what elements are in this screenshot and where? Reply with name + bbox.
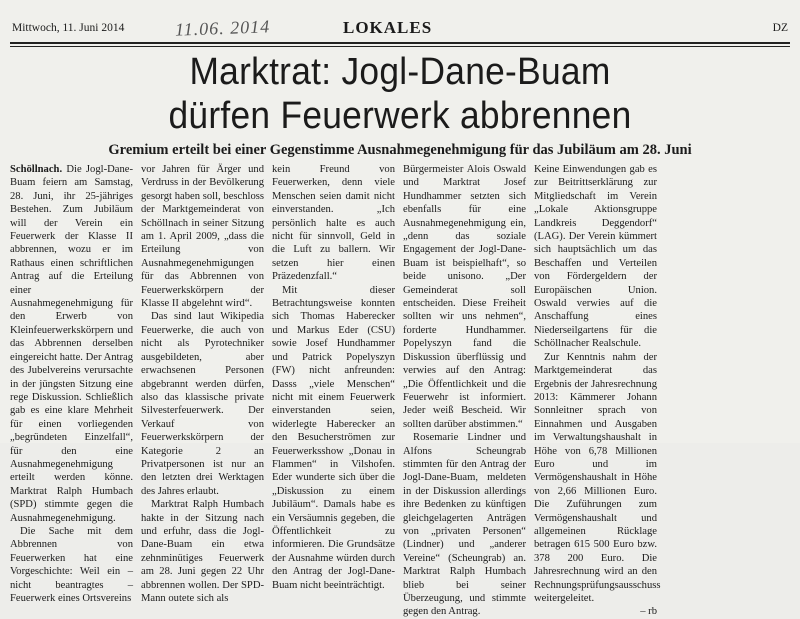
paragraph (272, 284, 395, 592)
author-initials: – rb (640, 606, 657, 618)
paragraph-text: vor Jahren für Ärger und Verdruss in der Bevölkerung gesorgt haben soll, beschloss der Marktgemeinderat von Schöllnach in seiner Sitzung am 1. April 2009, „dass die Erteilung von Ausnahmegenehmigungen für das Abbrennen von Feuerwerkskörpern der Klasse II abgelehnt wird“. (141, 164, 264, 310)
paragraph-text: Das sind laut Wikipedia Feuerwerke, die auch von nicht als Pyrotechniker ausgebildeten, aber erwachsenen Personen abgebrannt werden dürfen, also das klassische private Silvesterfeuerwerk. Der Verkauf von Feuerwerkskörpern der Kategorie 2 an Privatpersonen ist nur an den letzten drei Werktagen des Jahres erlaubt. (141, 311, 264, 497)
paragraph-text: Mit dieser Betrachtungsweise konnten sich Thomas Haberecker und Markus Eder (CSU) sowie Josef Hundhammer und Patrick Popelyszyn (FW) nicht anfreunden: Dasss „viele Menschen“ nicht mit einem Feuerwerk einverstanden seien, widerlegte Haberecker an den Besucherströmen zur Feuerwerksshow „Donau in Flammen“ in Vilshofen. Eder wunderte sich über die „Diskussion zu einem Jubiläum“. Damals habe es ein Versäumnis gegeben, die Öffentlichkeit zu informieren. Die Grundsätze der Ausnahme würden durch den Antrag der Jogl-Dane-Buam nicht beeinträchtigt. (272, 284, 395, 591)
handwritten-date: 11.06. 2014 (174, 16, 271, 40)
paragraph (534, 351, 661, 606)
paragraph (403, 431, 526, 619)
text-column-5 (534, 163, 661, 618)
paragraph (534, 163, 657, 351)
article-subheadline: Gremium erteilt bei einer Gegenstimme Ausnahmegenehmigung für das Jubiläum am 28. Juni (108, 142, 692, 158)
article-headline (65, 50, 735, 138)
paragraph-text: kein Freund von Feuerwerken, denn viele Menschen seien damit nicht einverstanden. „Ich persönlich halte es auch nicht für sinnvoll, Geld in die Luft zu ballern. Wir setzen hier einen Präzedenzfall.“ (272, 164, 395, 283)
paragraph (141, 163, 264, 310)
paragraph (141, 310, 264, 498)
paragraph-text: Die Jogl-Dane-Buam feiern am Samstag, 28. Juni, ihr 25-jähriges Bestehen. Zum Jubiläum will der Verein ein Feuerwerk der Klasse II abbrennen, wozu er im Rathaus einen schriftlichen Antrag auf die Erteilung einer Ausnahmegenehmigung für den Erwerb von Kleinfeuerwerkskörpern und das Abbrennen derselben eingereicht hatte. Der Antrag des Jubelvereins verursachte in der jüngsten Sitzung eine rege Diskussion. Schließlich gab es eine klare Mehrheit für einen vorliegenden „begründeten Einzelfall“, für den eine Ausnahmegenehmigung erteilt werden könne. Marktrat Ralph Humbach (SPD) stimmte gegen die Ausnahmegenehmigung. (10, 164, 134, 524)
dateline: Schöllnach. (10, 164, 67, 175)
issue-date: Mittwoch, 11. Juni 2014 (12, 22, 125, 34)
paragraph-text: Keine Einwendungen gab es zur Beitrittserklärung zur Mitgliedschaft im Verein „Lokale Aktionsgruppe Landkreis Deggendorf“ (LAG). Der Verein kümmert sich hauptsächlich um das Beschaffen und Verteilen von Fördergeldern der Europäischen Union. Oswald verwies auf die Anschaffung eines Niederseilgartens für die Schöllnacher Realschule. (534, 164, 657, 350)
headline-line-2: dürfen Feuerwerk abbrennen (168, 95, 632, 137)
page-header (12, 18, 788, 40)
headline-line-1: Marktrat: Jogl-Dane-Buam (189, 51, 611, 93)
header-rule-thin (10, 46, 790, 47)
paragraph (141, 498, 264, 605)
paragraph-text: Rosemarie Lindner und Alfons Scheungrab stimmten für den Antrag der Jogl-Dane-Buam, meldeten in der Diskussion allerdings ihre Bedenken zu künftigen gleichgelagerten Anträgen von „privaten Personen“ (Lindner) und „anderer Vereine“ (Scheungrab) an. Marktrat Ralph Humbach blieb bei seiner Überzeugung, und stimmte gegen den Antrag. (403, 432, 526, 618)
article-body (10, 163, 790, 618)
paragraph-text: Marktrat Ralph Humbach hakte in der Sitzung nach und erfuhr, dass die Jogl-Dane-Buam ein etwa zehnminütiges Feuerwerk am 28. Juni gegen 22 Uhr abbrennen wollen. Der SPD-Mann outete sich als (141, 499, 264, 604)
text-column-4 (403, 163, 526, 618)
paragraph (10, 525, 133, 605)
paragraph (272, 163, 395, 284)
section-title: LOKALES (343, 18, 433, 37)
text-column-1 (10, 163, 134, 604)
paragraph (10, 163, 133, 525)
text-column-3 (272, 163, 395, 591)
edition-mark: DZ (772, 22, 788, 34)
text-column-2 (141, 163, 264, 604)
paragraph (403, 163, 526, 431)
paragraph-text: Die Sache mit dem Abbrennen von Feuerwerken hat eine Vorgeschichte: Weil ein – nicht beantragtes – Feuerwerk eines Ortsvereins (10, 525, 133, 604)
paragraph-text: Zur Kenntnis nahm der Marktgemeinderat das Ergebnis der Jahresrechnung 2013: Kämmerer Johann Sonnleitner sprach von Einnahmen und Ausgaben im Verwaltungshaushalt in Höhe von 6,78 Millionen Euro und im Vermögenshaushalt in Höhe von 2,66 Millionen Euro. Die Zuführungen zum Vermögenshaushalt und allgemeinen Rücklage betragen 615 500 Euro bzw. 378 200 Euro. Die Jahresrechnung wird an den Rechnungsprüfungsausschuss weitergeleitet. (534, 351, 661, 604)
paragraph-text: Bürgermeister Alois Oswald und Marktrat Josef Hundhammer setzten sich ebenfalls für eine Ausnahmegenehmigung ein, „denn das soziale Engagement der Jogl-Dane-Buam ist beispielhaft“, so beide unisono. „Der Gemeinderat soll entscheiden. Diese Freiheit sollten wir uns nehmen“, forderte Hundhammer. Popelyszyn fand die Diskussion überflüssig und verwies auf den Antrag: „Die Öffentlichkeit und die Feuerwehr ist informiert. Jeder weiß Bescheid. Wir sollten darüber abstimmen.“ (403, 164, 526, 430)
header-rule (10, 42, 790, 44)
